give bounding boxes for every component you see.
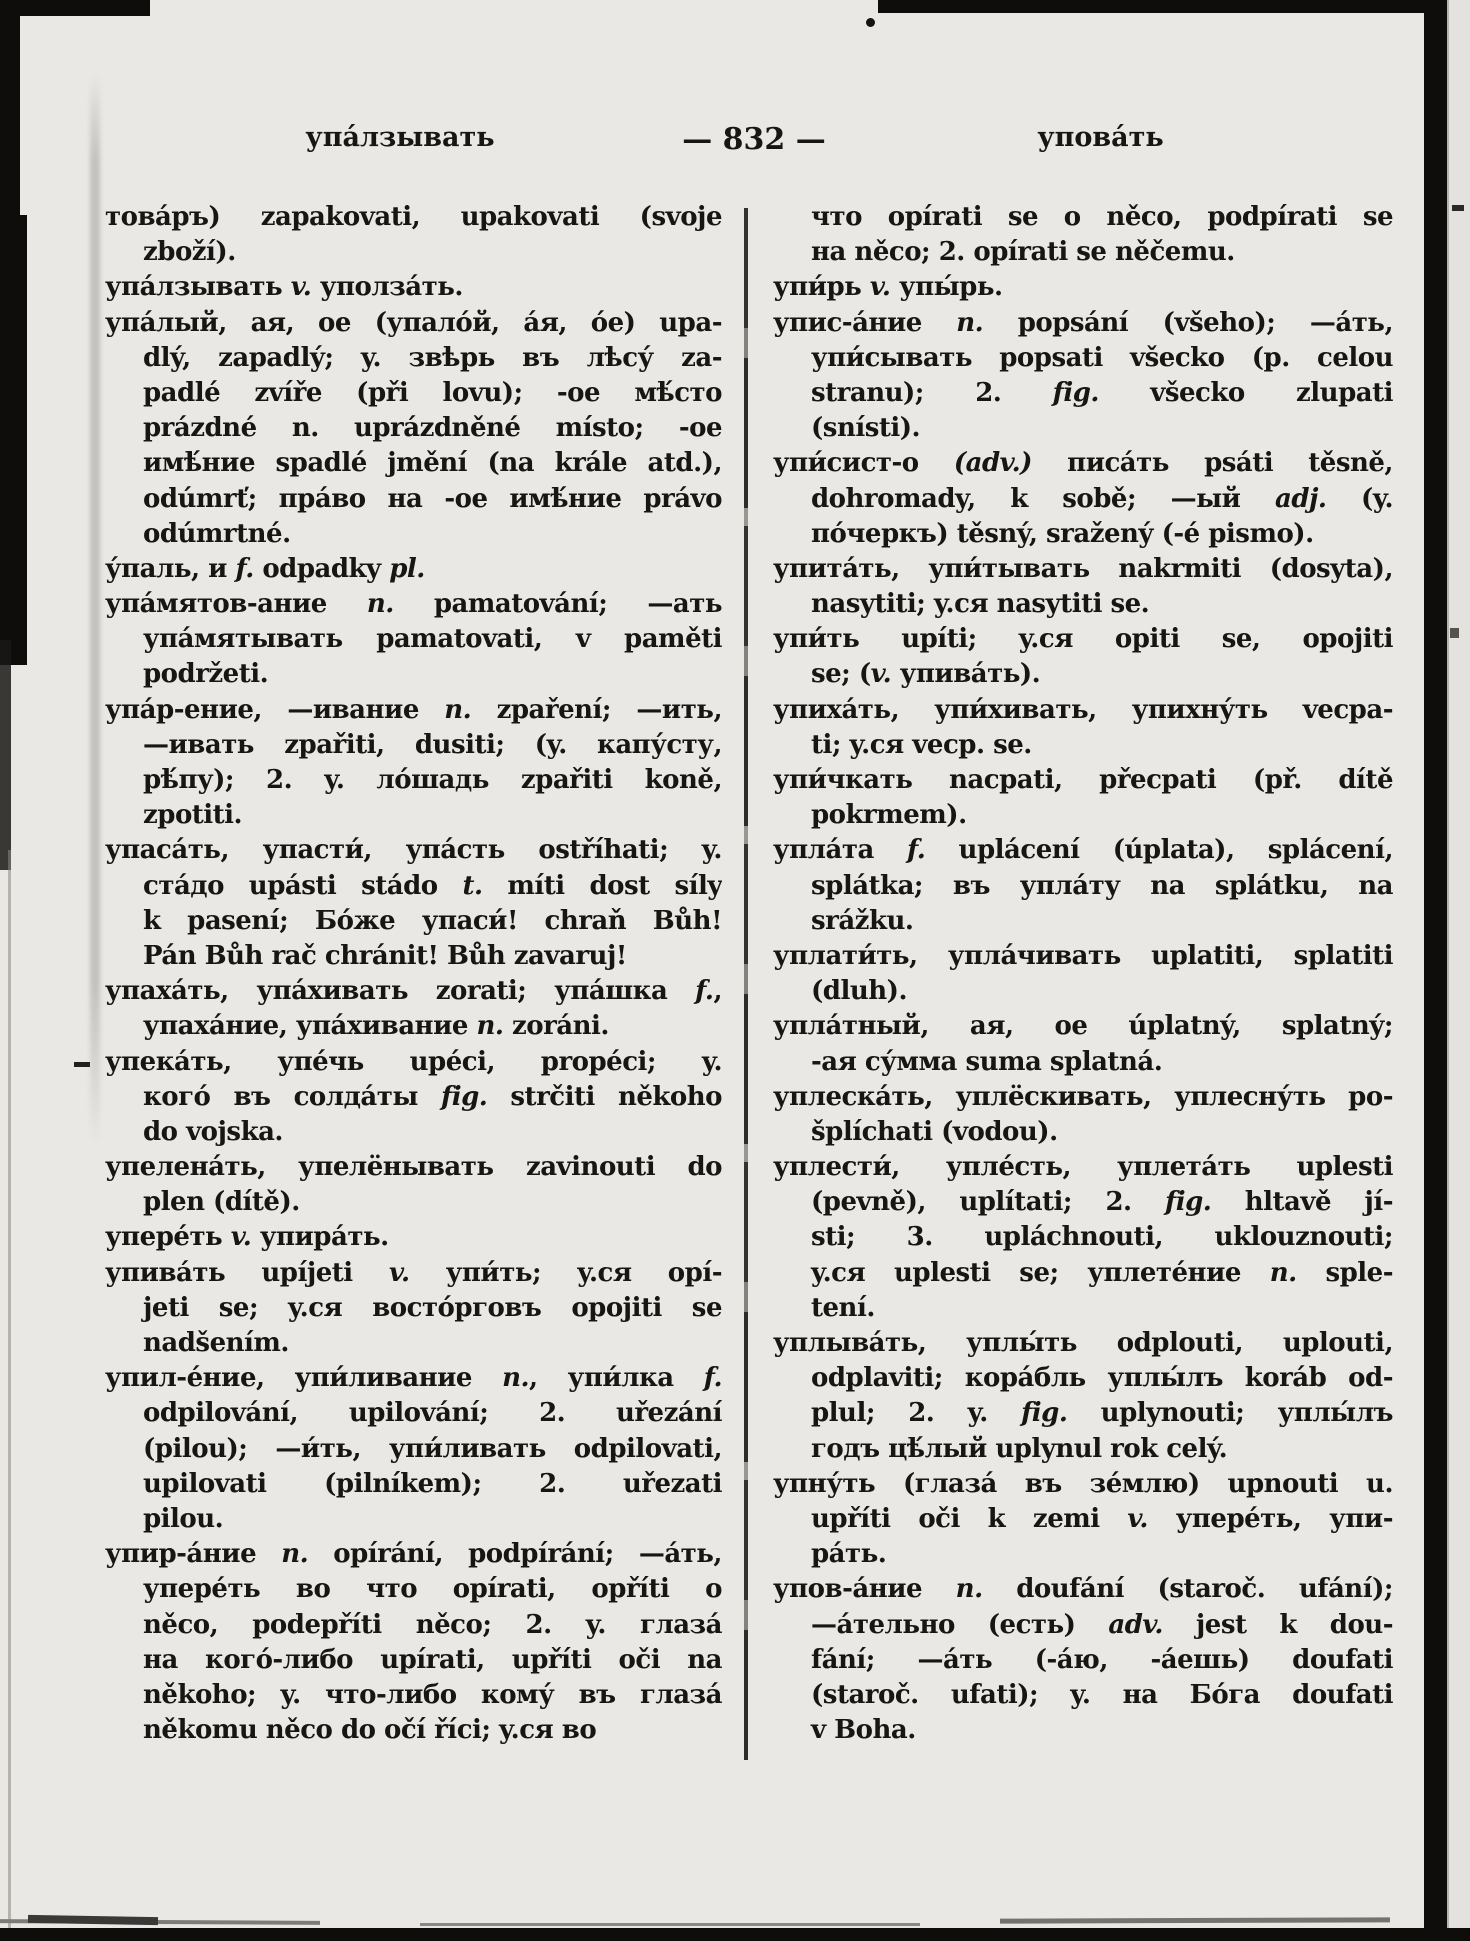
entry-text: (pevně), uplítati; 2. <box>811 1187 1166 1218</box>
entry-text: упаха́ние, упа́хивание <box>143 1011 477 1042</box>
entry-text: (snísti). <box>811 413 921 444</box>
text-line <box>773 376 1393 411</box>
grammar-tag: v. <box>290 272 312 303</box>
entry-text: doufání (staroč. ufání); <box>982 1574 1393 1605</box>
text-line <box>773 1220 1393 1255</box>
text-line <box>773 517 1393 552</box>
entry-text: упи́рь <box>773 272 870 303</box>
entry-text: рѣ́пу); 2. y. ло́шадь zpařiti koně, <box>143 765 722 795</box>
entry-text: упис-а́ние <box>773 307 957 338</box>
entry-text: уполза́ть. <box>311 272 463 303</box>
text-line <box>773 1009 1393 1044</box>
text-line <box>773 1467 1393 1502</box>
text-line <box>773 869 1393 904</box>
grammar-tag: f. <box>235 553 254 584</box>
entry-text: dlý, zapadlý; y. звѣрь въ лѣсу́ za- <box>143 342 722 373</box>
entry-text: plul; 2. y. <box>811 1398 1022 1429</box>
entry-text: plen (dítě). <box>143 1187 300 1218</box>
text-line <box>105 622 722 657</box>
text-line <box>773 904 1393 939</box>
grammar-tag: t. <box>462 870 483 901</box>
entry-text: упла́тный, ая, ое úplatný, splatný; <box>773 1011 1393 1042</box>
grammar-tag: adj. <box>1274 483 1327 514</box>
entry-text: někoho; y. что-либо кому́ въ глаза́ <box>143 1679 722 1710</box>
scan-edge-top-left <box>0 0 150 16</box>
entry-text: писа́ть psáti těsně, <box>1032 448 1393 479</box>
text-line <box>105 1432 722 1467</box>
column-divider-rule <box>744 208 748 1760</box>
grammar-tag: f. <box>695 976 714 1007</box>
scan-edge-top-right <box>878 0 1446 13</box>
entry-text: upilovati (pilníkem); 2. uřezati <box>143 1468 722 1499</box>
entry-text: (pilou); —и́ть, упи́ливать odpilovati, <box>143 1433 722 1464</box>
entry-text: jest k dou- <box>1162 1609 1393 1640</box>
entry-text: това́ръ) zapakovati, upakovati (svoje <box>105 202 722 232</box>
entry-text: sple- <box>1296 1257 1393 1288</box>
text-line <box>773 200 1393 235</box>
grammar-tag: fig. <box>441 1081 488 1112</box>
entry-text: упла́та <box>773 835 908 866</box>
text-line <box>773 411 1393 446</box>
entry-text: nasytiti; y.ся nasytiti se. <box>811 589 1150 620</box>
grammar-tag: n. <box>955 1574 983 1605</box>
text-line <box>105 833 722 868</box>
text-line <box>105 411 722 446</box>
text-line <box>773 270 1393 305</box>
grammar-tag: n. <box>281 1539 309 1570</box>
grammar-tag: pl. <box>389 553 425 584</box>
grammar-tag: n. <box>444 694 472 725</box>
entry-text: упа́мятывать pamatovati, v paměti <box>143 624 722 655</box>
text-line <box>105 1608 722 1643</box>
text-line <box>773 235 1393 270</box>
entry-text: tení. <box>811 1292 875 1323</box>
text-line <box>105 657 722 692</box>
text-line <box>105 798 722 833</box>
text-line <box>773 1502 1393 1537</box>
text-line <box>773 1396 1393 1431</box>
page-crease-shadow <box>90 75 100 1145</box>
entry-text: do vojska. <box>143 1116 283 1147</box>
text-line <box>773 728 1393 763</box>
entry-text: уплыва́ть, уплы́ть odplouti, uplouti, <box>773 1328 1393 1358</box>
entry-text: что opírati se o něco, podpírati se <box>811 202 1393 232</box>
entry-text: strčiti někoho <box>487 1081 722 1112</box>
ink-dot <box>866 18 875 27</box>
text-line <box>105 1291 722 1326</box>
entry-text: уплести́, упле́сть, уплета́ть uplesti <box>773 1152 1393 1183</box>
entry-text: упере́ть, упи- <box>1147 1503 1393 1534</box>
text-line <box>773 1045 1393 1080</box>
text-line <box>773 1361 1393 1396</box>
text-line <box>105 1643 722 1678</box>
text-line <box>773 341 1393 376</box>
entry-text: ра́ть. <box>811 1539 887 1570</box>
grammar-tag: n. <box>956 307 984 338</box>
entry-text: opírání, podpírání; —а́ть, <box>308 1539 722 1570</box>
entry-text: nadšením. <box>143 1328 289 1358</box>
text-line <box>105 1256 722 1291</box>
text-line <box>773 552 1393 587</box>
grammar-tag: fig. <box>1052 377 1099 408</box>
scan-smudge <box>420 1923 920 1926</box>
text-line <box>773 1572 1393 1607</box>
entry-text: sti; 3. upláchnouti, uklouznouti; <box>811 1222 1393 1253</box>
text-line <box>105 1361 722 1396</box>
text-line <box>105 306 722 341</box>
entry-text: míti dost síly <box>482 870 722 901</box>
entry-text: uplynouti; уплы́лъ <box>1067 1398 1393 1429</box>
text-line <box>105 1045 722 1080</box>
grammar-tag: fig. <box>1165 1187 1212 1218</box>
entry-text: fání; —а́ть (-а́ю, -а́ешь) doufati <box>811 1644 1393 1675</box>
text-line <box>773 1643 1393 1678</box>
text-line <box>105 235 722 270</box>
text-line <box>105 517 722 552</box>
text-line <box>773 1432 1393 1467</box>
header-page-number: — 832 — <box>682 122 826 157</box>
left-text-column <box>105 200 722 1748</box>
text-line <box>773 1256 1393 1291</box>
entry-text: šplíchati (vodou). <box>811 1116 1058 1147</box>
text-line <box>773 693 1393 728</box>
entry-text: v Boha. <box>811 1715 916 1746</box>
entry-text: упа́р-ение, —ивание <box>105 694 445 725</box>
text-line <box>105 939 722 974</box>
entry-text: упи́ть; y.ся opí- <box>409 1257 722 1288</box>
text-line <box>773 1115 1393 1150</box>
entry-text: упека́ть, упе́чь upéci, propéci; y. <box>105 1046 722 1077</box>
entry-text: padlé zvíře (při lovu); -ое мѣ́сто <box>143 377 722 408</box>
entry-text: pamatování; —ать <box>393 589 722 620</box>
text-line <box>773 833 1393 868</box>
entry-text: srážku. <box>811 905 914 936</box>
text-line <box>105 1502 722 1537</box>
text-line <box>105 1150 722 1185</box>
entry-text: по́черкъ) těsný, sražený (-é pismo). <box>811 518 1314 549</box>
text-line <box>105 200 722 235</box>
text-line <box>105 446 722 481</box>
text-line <box>773 446 1393 481</box>
grammar-tag: v. <box>870 659 892 690</box>
text-line <box>105 1080 722 1115</box>
grammar-tag: v. <box>869 272 891 303</box>
text-line <box>105 587 722 622</box>
entry-text: splátka; въ упла́ту na splátku, na <box>811 870 1393 901</box>
entry-text: odpadky <box>253 553 390 584</box>
entry-text: , <box>713 976 722 1007</box>
text-line <box>773 587 1393 622</box>
text-line <box>105 1713 722 1748</box>
entry-text: odúmrť; пра́во на -ое имѣ́ние právo <box>143 483 722 514</box>
entry-text: упи́ть upíti; y.ся opiti se, opojiti <box>773 624 1393 655</box>
entry-text: zpaření; —ить, <box>471 694 722 725</box>
entry-text: упи́сывать popsati všecko (p. celou <box>811 342 1393 373</box>
entry-text: упир-а́ние <box>105 1539 282 1570</box>
text-line <box>773 1608 1393 1643</box>
entry-text: у́паль, и <box>105 553 236 584</box>
text-line <box>105 693 722 728</box>
entry-text: odúmrtné. <box>143 518 291 549</box>
text-line <box>773 798 1393 833</box>
scan-smudge <box>1000 1917 1390 1923</box>
entry-text: упива́ть upíjeti <box>105 1257 389 1288</box>
text-line <box>105 270 722 305</box>
entry-text: упил-е́ние, упи́ливание <box>105 1363 503 1394</box>
entry-text: упи́сист-о <box>773 448 954 479</box>
text-line <box>773 1185 1393 1220</box>
text-line <box>105 1572 722 1607</box>
text-line <box>105 1220 722 1255</box>
text-line <box>773 974 1393 1009</box>
text-line <box>105 376 722 411</box>
scan-edge-left-top <box>0 0 20 235</box>
text-line <box>773 1713 1393 1748</box>
scan-edge-left-mid <box>0 215 27 665</box>
entry-text: Pán Bůh rač chránit! Bůh zavaruj! <box>143 940 627 971</box>
entry-text: уплеска́ть, уплёскивать, уплесну́ть po- <box>773 1081 1393 1112</box>
entry-text: упи́чкать nacpati, přecpati (př. dítě <box>773 765 1393 795</box>
entry-text: pilou. <box>143 1503 224 1534</box>
entry-text: ста́до upásti stádo <box>143 870 463 901</box>
text-line <box>105 1326 722 1361</box>
grammar-tag: v. <box>388 1257 410 1288</box>
entry-text: uplácení (úplata), splácení, <box>925 835 1393 866</box>
grammar-tag: fig. <box>1021 1398 1068 1429</box>
entry-text: упере́ть во что opírati, opříti o <box>143 1574 722 1605</box>
entry-text: jeti se; y.ся восто́рговъ opojiti se <box>143 1292 722 1323</box>
text-line <box>105 1185 722 1220</box>
entry-text: upříti oči k zemi <box>811 1503 1128 1534</box>
entry-text: упаса́ть, упасти́, упа́сть ostříhati; y. <box>105 835 722 866</box>
scan-smudge <box>28 1915 158 1925</box>
text-line <box>105 904 722 939</box>
entry-text: odplaviti; кора́бль уплы́лъ koráb od- <box>811 1363 1393 1394</box>
text-line <box>773 1678 1393 1713</box>
grammar-tag: f. <box>907 835 926 866</box>
entry-text: —ивать zpařiti, dusiti; (y. капу́сту, <box>143 729 722 760</box>
entry-text: упа́лый, ая, ое (упало́й, а́я, о́е) upa- <box>105 307 722 338</box>
text-line <box>773 1326 1393 1361</box>
text-line <box>773 1150 1393 1185</box>
entry-text: k pasení; Бо́же упаси́! chraň Bůh! <box>143 905 722 936</box>
text-line <box>105 1678 722 1713</box>
entry-text: ti; y.ся vecp. se. <box>811 729 1032 760</box>
entry-text: упива́ть). <box>891 659 1041 690</box>
right-text-column <box>773 200 1393 1748</box>
margin-ink-mark <box>74 1062 90 1067</box>
header-last-headword: упова́ть <box>1037 122 1164 153</box>
entry-text: podržeti. <box>143 659 269 690</box>
entry-text: упа́мятов-ание <box>105 589 367 620</box>
entry-text: имѣ́ние spadlé jmění (na krále atd.), <box>143 448 722 479</box>
text-line <box>105 869 722 904</box>
entry-text: кого́ въ солда́ты <box>143 1081 442 1112</box>
text-line <box>105 728 722 763</box>
entry-text: (staroč. ufati); y. на Бо́га doufati <box>811 1679 1393 1710</box>
entry-text: упов-а́ние <box>773 1574 956 1605</box>
text-line <box>773 763 1393 798</box>
text-line <box>105 1467 722 1502</box>
entry-text: něco, podepříti něco; 2. y. глаза́ <box>143 1609 722 1640</box>
entry-text: popsání (všeho); —а́ть, <box>983 307 1393 338</box>
text-line <box>105 552 722 587</box>
text-line <box>105 1537 722 1572</box>
text-line <box>773 482 1393 517</box>
entry-text: —а́тельно (есть) <box>811 1609 1109 1640</box>
grammar-tag: (adv.) <box>953 448 1032 479</box>
text-line <box>773 622 1393 657</box>
text-line <box>105 974 722 1009</box>
grammar-tag: v. <box>230 1222 252 1253</box>
entry-text: dohromady, k sobě; —ый <box>811 483 1275 514</box>
text-line <box>105 341 722 376</box>
grammar-tag: f. <box>703 1363 722 1394</box>
grammar-tag: n. <box>1269 1257 1297 1288</box>
entry-text: упы́рь. <box>890 272 1003 303</box>
header-first-headword: упа́лзывать <box>305 122 495 153</box>
entry-text: годъ цѣ́лый uplynul rok celý. <box>811 1433 1228 1464</box>
entry-text: všecko zlupati <box>1098 377 1393 408</box>
entry-text: prázdné n. uprázdněné místo; -ое <box>143 413 722 444</box>
entry-text: -ая су́мма suma splatná. <box>811 1046 1163 1077</box>
entry-text: zoráni. <box>503 1011 609 1042</box>
grammar-tag: v. <box>1127 1503 1148 1534</box>
entry-text: на něco; 2. opírati se něčemu. <box>811 237 1235 268</box>
text-line <box>773 939 1393 974</box>
grammar-tag: n. <box>366 589 394 620</box>
entry-text: на кого́-либо upírati, upříti oči na <box>143 1644 722 1675</box>
entry-text: hltavě jí- <box>1211 1187 1393 1218</box>
entry-text: упира́ть. <box>251 1222 389 1253</box>
entry-text: (dluh). <box>811 976 908 1007</box>
entry-text: stranu); 2. <box>811 377 1053 408</box>
page-edge-mark <box>1452 205 1464 211</box>
entry-text: zpotiti. <box>143 800 243 831</box>
entry-text: уплати́ть, упла́чивать uplatiti, splatiti <box>773 940 1393 971</box>
grammar-tag: adv. <box>1108 1609 1163 1640</box>
entry-text: упита́ть, упи́тывать nakrmiti (dosyta), <box>773 553 1393 584</box>
text-line <box>105 1009 722 1044</box>
grammar-tag: n. <box>476 1011 504 1042</box>
entry-text: odpilování, upilování; 2. uřezání <box>143 1398 722 1429</box>
scan-edge-bottom <box>0 1928 1470 1941</box>
text-line <box>105 1115 722 1150</box>
entry-text: упну́ть (глаза́ въ зе́млю) upnouti u. <box>773 1468 1393 1499</box>
text-line <box>105 1396 722 1431</box>
text-line <box>773 1080 1393 1115</box>
entry-text: упере́ть <box>105 1222 231 1253</box>
text-line <box>773 306 1393 341</box>
grammar-tag: n. <box>502 1363 530 1394</box>
entry-text: , упи́лка <box>529 1363 704 1394</box>
text-line <box>773 1537 1393 1572</box>
text-line <box>105 763 722 798</box>
entry-text: zboží). <box>143 237 236 268</box>
page-edge-mark <box>1450 628 1459 638</box>
text-line <box>773 657 1393 692</box>
entry-text: pokrmem). <box>811 800 967 831</box>
entry-text: упелена́ть, упелёнывать zavinouti do <box>105 1152 722 1183</box>
entry-text: упа́лзывать <box>105 272 291 303</box>
scan-edge-right <box>1424 0 1447 1941</box>
adjacent-page-strip <box>1447 0 1470 1941</box>
entry-text: (y. <box>1326 483 1393 514</box>
text-line <box>105 482 722 517</box>
entry-text: y.ся uplesti se; уплете́ние <box>811 1257 1270 1288</box>
scan-edge-left-line <box>8 850 11 1930</box>
entry-text: se; ( <box>811 659 871 690</box>
text-line <box>773 1291 1393 1326</box>
entry-text: упиха́ть, упи́хивать, упихну́ть vecpa- <box>773 694 1393 725</box>
entry-text: упаха́ть, упа́хивать zorati; упа́шка <box>105 976 696 1007</box>
entry-text: někomu něco do očí říci; y.ся во <box>143 1715 597 1746</box>
scan-edge-left-lower <box>0 640 11 870</box>
